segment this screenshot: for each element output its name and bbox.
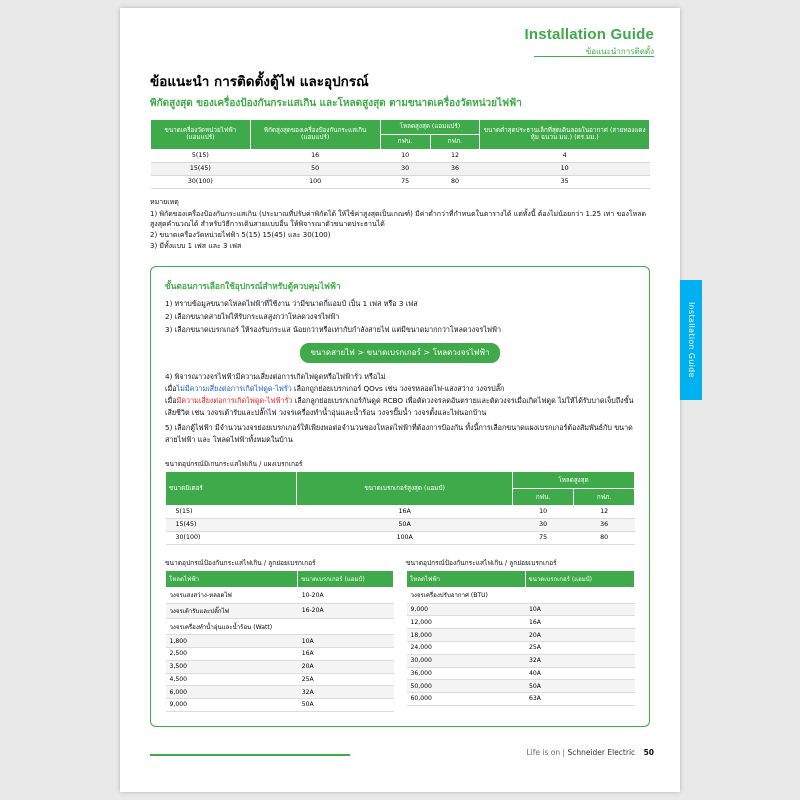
cell: 3,500 (166, 660, 298, 673)
page-subtitle: พิกัดสูงสุด ของเครื่องป้องกันกระแสเกิน และโหลดสูงสุด ตามขนาดเครื่องวัดหน่วยไฟฟ้า (150, 98, 522, 109)
footer-brand: Schneider Electric (567, 748, 636, 757)
cell: 12 (430, 149, 480, 162)
cell: 15(45) (166, 518, 297, 531)
cell: 75 (380, 175, 430, 188)
load-breaker-table-left (165, 570, 394, 712)
highlight-no-risk: ไม่มีความเสี่ยงต่อการเกิดไฟดูด-ไฟรั่ว (176, 384, 292, 394)
cell: 16 (250, 149, 380, 162)
notes-block (150, 197, 650, 252)
col-breaker-size: ขนาดเบรกเกอร์ (แอมป์) (298, 570, 394, 587)
cell: 40A (525, 667, 634, 680)
right-table-caption: ขนาดอุปกรณ์ป้องกันกระแสไฟเกิน / ลูกย่อยเบรกเกอร์ (406, 558, 557, 567)
step-item: 2) เลือกขนาดสายไฟให้รับกระแสสูงกว่าโหลดวงจรไฟฟ้า (165, 311, 340, 321)
step4-paragraph-2 (165, 395, 635, 419)
col-breaker-size: ขนาดเบรกเกอร์ (แอมป์) (525, 570, 634, 587)
table-row (407, 680, 635, 693)
notes-heading: หมายเหตุ (150, 197, 179, 206)
step-item: 1) ทราบข้อมูลขนาดโหลดไฟฟ้าที่ใช้งาน ว่ามีขนาดกี่แอมป์ เป็น 1 เฟส หรือ 3 เฟส (165, 298, 418, 308)
cell: 12,000 (407, 616, 526, 629)
table-row (407, 629, 635, 642)
breaker-table-caption: ขนาดอุปกรณ์มิเกนกระแสไฟเกิน / แผงเบรกเกอร์ (165, 459, 303, 468)
col-load: โหลดไฟฟ้า (407, 570, 526, 587)
col-max-load: โหลดสูงสุด (แอมแปร์) (380, 120, 480, 135)
table-row (166, 603, 394, 619)
table-row (407, 654, 635, 667)
cell: 6,000 (166, 686, 298, 699)
cell: 16A (298, 647, 394, 660)
cell: 4 (480, 149, 650, 162)
cell: 1,800 (166, 635, 298, 648)
side-tab-installation-guide[interactable]: Installation Guide (680, 280, 702, 400)
load-table-left-wrap (165, 557, 394, 712)
cell: วงจรเครื่องทำน้ำอุ่นและน้ำร้อน (Watt) (166, 619, 298, 635)
table-row (166, 505, 635, 518)
cell: 16A (297, 505, 513, 518)
table-row (166, 647, 394, 660)
text-suffix: เลือกลูกย่อยเบรกเกอร์กันดูด RCBO เพื่อตัดวงจรลดอันตรายและตัดวงจรเมื่อเกิดไฟดูด ไม่ให้ได้รับบาดเจ็บถึงขั้นเสียชีวิต เช่น วงจรเต้ารับและปลั๊กไฟ วงจรเครื่องทำน้ำอุ่นและน้ำร้อน วงจรปั๊มน้ำ วงจรตั้งและไฟนอกบ้าน (165, 396, 634, 418)
cell: วงจรเครื่องปรับอากาศ (BTU) (407, 587, 526, 603)
cell: 30(100) (166, 531, 297, 544)
table-row (151, 149, 650, 162)
col-max-load: โหลดสูงสุด (513, 471, 635, 488)
header-subtitle: ข้อแนะนำการติดตั้ง (585, 47, 654, 56)
footer-separator: | (562, 748, 566, 757)
note-item: 2) ขนาดเครื่องวัดหน่วยไฟฟ้า 5(15) 15(45) และ 30(100) (150, 231, 331, 240)
cell: 32A (525, 654, 634, 667)
selection-steps-box (150, 266, 650, 727)
table-row (166, 673, 394, 686)
col-max-protection: พิกัดสูงสุดของเครื่องป้องกันกระแสเกิน (แอมแปร์) (250, 120, 380, 150)
highlight-risk: มีความเสี่ยงต่อการเกิดไฟดูด-ไฟฟ้ารั่ว (176, 396, 293, 406)
left-table-caption: ขนาดอุปกรณ์ป้องกันกระแสไฟเกิน / ลูกย่อยเบรกเกอร์ (165, 558, 316, 567)
breaker-panel-table (165, 471, 635, 545)
table-row (407, 587, 635, 603)
table-row (166, 531, 635, 544)
cell: 9,000 (166, 699, 298, 712)
cell: 100 (250, 175, 380, 188)
cell: 24,000 (407, 641, 526, 654)
cell: 18,000 (407, 629, 526, 642)
cell: 15(45) (151, 162, 251, 175)
cell: 20A (525, 629, 634, 642)
table-row (407, 693, 635, 706)
table-row (166, 619, 394, 635)
table-row (151, 175, 650, 188)
cell: 16-20A (298, 603, 394, 619)
cell: 10 (380, 149, 430, 162)
table-row (407, 603, 635, 616)
col-pea: กฟภ. (430, 134, 480, 149)
cell: 10A (525, 603, 634, 616)
cell: 50 (250, 162, 380, 175)
cell: 63A (525, 693, 634, 706)
load-table-right-wrap (406, 557, 635, 712)
text-suffix: เลือกถูกย่อยเบรกเกอร์ QOvs เช่น วงจรหลอดไฟ-แสงสว่าง วงจรปลั๊ก (291, 384, 505, 394)
page-number: 50 (643, 748, 654, 757)
cell: 16A (525, 616, 634, 629)
table-row (166, 699, 394, 712)
table-row (407, 616, 635, 629)
cell: 30(100) (151, 175, 251, 188)
cell: 4,500 (166, 673, 298, 686)
table-header-row (407, 570, 635, 587)
cell: 50A (297, 518, 513, 531)
cell: 35 (480, 175, 650, 188)
document-page (120, 8, 680, 792)
table-row (166, 587, 394, 603)
table-row (151, 162, 650, 175)
table-header-row (166, 570, 394, 587)
table-row (166, 686, 394, 699)
cell (525, 587, 634, 603)
step-item: 4) พิจารณาวงจรไฟฟ้ามีความเสี่ยงต่อการเกิดไฟดูดหรือไฟฟ้ารั่ว หรือไม่ (165, 371, 386, 381)
col-mea: กฟน. (513, 488, 574, 505)
cell: 30,000 (407, 654, 526, 667)
cell: 50,000 (407, 680, 526, 693)
col-meter-size: ขนาดเครื่องวัดหน่วยไฟฟ้า (แอมแปร์) (151, 120, 251, 150)
cell: 80 (430, 175, 480, 188)
step-item: 5) เลือกตู้ไฟฟ้า มีจำนวนวงจรย่อยเบรกเกอร์ให้เพียงพอต่อจำนวนของโหลดไฟฟ้าที่ต้องการป้องกัน ทั้งนี้การเลือกขนาดแผงเบรกเกอร์ต้องสัมพันธ์กับ ขนาดสายไฟฟ้า และ โหลดไฟฟ้าทั้งหมดในบ้าน (165, 423, 633, 444)
cell: 5(15) (166, 505, 297, 518)
cell: 36 (430, 162, 480, 175)
cell: 32A (298, 686, 394, 699)
table-row (407, 641, 635, 654)
col-meter: ขนาดมิเตอร์ (166, 471, 297, 505)
table-header-row (166, 471, 635, 488)
page-footer (527, 748, 655, 757)
cell: 25A (298, 673, 394, 686)
load-tables-row (165, 557, 635, 712)
steps-heading: ขั้นตอนการเลือกใช้อุปกรณ์สำหรับตู้ควบคุมไฟฟ้า (165, 280, 341, 291)
cell: 9,000 (407, 603, 526, 616)
text-prefix: เมื่อ (165, 396, 177, 406)
load-breaker-table-right (406, 570, 635, 706)
cell: 10 (480, 162, 650, 175)
cell: วงจรแสงสว่าง-หลอดไฟ (166, 587, 298, 603)
col-pea: กฟภ. (574, 488, 635, 505)
table-header-row (151, 120, 650, 135)
rule-pill: ขนาดสายไฟ > ขนาดเบรกเกอร์ > โหลดวงจรไฟฟ้า (300, 343, 500, 363)
footer-divider (150, 754, 350, 756)
cell: 30 (513, 518, 574, 531)
cell: 25A (525, 641, 634, 654)
step-item: 3) เลือกขนาดเบรกเกอร์ ให้รองรับกระแส น้อยกว่าหรือเท่ากับกำลังสายไฟ แต่มีขนาดมากกว่าโหลดวงจรไฟฟ้า (165, 324, 502, 334)
cell: 2,500 (166, 647, 298, 660)
footer-tagline: Life is on (526, 748, 561, 757)
text-prefix: เมื่อ (165, 384, 177, 394)
cell: 10-20A (298, 587, 394, 603)
meter-rating-table (150, 119, 650, 189)
table-row (166, 660, 394, 673)
table-row (166, 635, 394, 648)
document-content (150, 70, 650, 727)
table-row (407, 667, 635, 680)
note-item: 3) มีทั้งแบบ 1 เฟส และ 3 เฟส (150, 242, 242, 251)
note-item: 1) พิกัดของเครื่องป้องกันกระแสเกิน (ประมาณที่ปรับค่าพิกัดได้ ให้ใช้ค่าสูงสุดเป็นเกณฑ์) มีค่าต่ำกว่าที่กำหนดในตารางได้ แต่ทั้งนี้ ต้องไม่น้อยกว่า 1.25 เท่า ของโหลดสูงสุดคำนวณได้ สำหรับวิธีการเดินสายแบบอื่น ให้พิจารณาตัวขนาดประธานได้ (150, 209, 647, 229)
cell: 30 (380, 162, 430, 175)
col-min-conductor: ขนาดต่ำสุดประธานเล็กที่สุดเดินลอยในอากาศ (สายทองแดงหุ้ม ฉนวน มม.) (ตร.มม.) (480, 120, 650, 150)
cell: 5(15) (151, 149, 251, 162)
cell: 80 (574, 531, 635, 544)
cell (298, 619, 394, 635)
cell: 75 (513, 531, 574, 544)
header-divider (534, 56, 654, 57)
cell: 20A (298, 660, 394, 673)
cell: 60,000 (407, 693, 526, 706)
col-max-breaker: ขนาดเบรกเกอร์สูงสุด (แอมป์) (297, 471, 513, 505)
cell: 10A (298, 635, 394, 648)
cell: 50A (525, 680, 634, 693)
col-mea: กฟน. (380, 134, 430, 149)
cell: 100A (297, 531, 513, 544)
page-title: ข้อแนะนำ การติดตั้งตู้ไฟ และอุปกรณ์ (150, 74, 369, 90)
cell: 36 (574, 518, 635, 531)
cell: 50A (298, 699, 394, 712)
cell: 12 (574, 505, 635, 518)
col-load: โหลดไฟฟ้า (166, 570, 298, 587)
page-header (525, 26, 654, 58)
header-title: Installation Guide (524, 26, 654, 43)
cell: 36,000 (407, 667, 526, 680)
cell: วงจรเต้ารับและปลั๊กไฟ (166, 603, 298, 619)
table-row (166, 518, 635, 531)
step4-paragraph-1 (165, 383, 635, 395)
cell: 10 (513, 505, 574, 518)
